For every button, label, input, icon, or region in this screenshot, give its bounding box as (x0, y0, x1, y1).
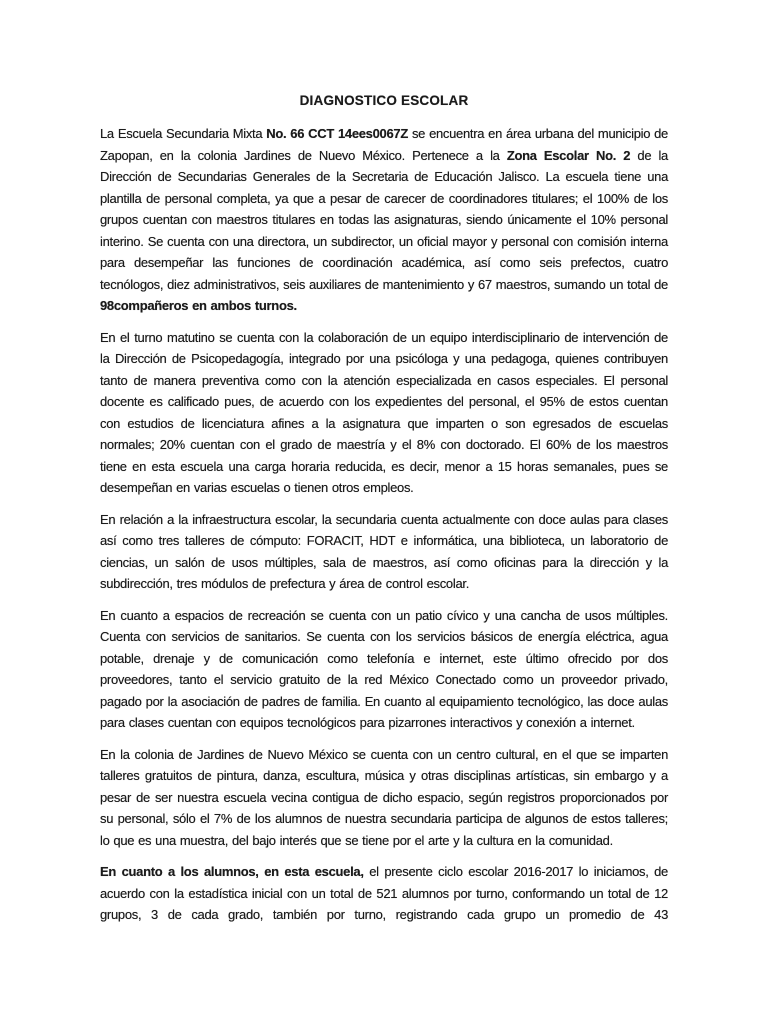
bold-text-run: No. 66 CCT 14ees0067Z (266, 126, 408, 141)
text-run: La Escuela Secundaria Mixta (100, 126, 267, 141)
document-body (100, 123, 668, 926)
bold-text-run: Zona Escolar No. 2 (506, 147, 631, 163)
text-run: de la Dirección de Secundarias Generales de la Secretaria de Educación Jalisco. La escuela tiene una plantilla de personal completa, ya que a pesar de carecer de coordinadores titulares; el 100% de los grupos cuentan con maestros titulares en todas las asignaturas, siendo únicamente el 10% personal interino. Se cuenta con una directora, un subdirector, un oficial mayor y personal con comisión interna para desempeñar las funciones de coordinación académica, así como seis prefectos, cuatro tecnólogos, diez administrativos, seis auxiliares de mantenimiento y 67 maestros, sumando un total de (100, 147, 668, 292)
paragraph (100, 509, 668, 595)
text-run: En la colonia de Jardines de Nuevo México se cuenta con un centro cultural, en el que se imparten talleres gratuitos de pintura, danza, escultura, música y otras disciplinas artísticas, sin embargo y a pesar de ser nuestra escuela vecina contigua de dicho espacio, según registros proporcionados por su personal, sólo el 7% de los alumnos de nuestra secundaria participa de algunos de estos talleres; lo que es una muestra, del bajo interés que se tiene por el arte y la cultura en la comunidad. (100, 746, 668, 848)
bold-text-run: En cuanto a los alumnos, en esta escuela, (100, 864, 364, 879)
paragraph (100, 861, 668, 926)
text-run: el presente ciclo escolar 2016-2017 lo iniciamos, de acuerdo con la estadística inicial con un total de 521 alumnos por turno, conformando un total de 12 grupos, 3 de cada grado, también por turno, registrando cada grupo un promedio de 43 (100, 864, 668, 922)
paragraph (100, 605, 668, 734)
text-run: se encuentra en área urbana del municipio de Zapopan, en la colonia Jardines de Nuevo México. Pertenece a la (100, 126, 668, 163)
paragraph (100, 327, 668, 499)
bold-text-run: 98compañeros en ambos turnos. (100, 298, 297, 313)
document-title: DIAGNOSTICO ESCOLAR (299, 93, 469, 108)
text-run: En cuanto a espacios de recreación se cuenta con un patio cívico y una cancha de usos múltiples. Cuenta con servicios de sanitarios. Se cuenta con los servicios básicos de energía eléctrica, agua potable, drenaje y de comunicación como telefonía e internet, este último ofrecido por dos proveedores, tanto el servicio gratuito de la red México Conectado como un proveedor privado, pagado por la asociación de padres de familia. En cuanto al equipamiento tecnológico, las doce aulas para clases cuentan con equipos tecnológicos para pizarrones interactivos y conexión a internet. (100, 607, 668, 730)
paragraph (100, 744, 668, 852)
text-run: En el turno matutino se cuenta con la colaboración de un equipo interdisciplinario de intervención de la Dirección de Psicopedagogía, integrado por una psicóloga y una pedagoga, quienes contribuyen tanto de manera preventiva como con la atención especializada en casos especiales. El personal docente es calificado pues, de acuerdo con los expedientes del personal, el 95% de estos cuentan con estudios de licenciatura afines a la asignatura que imparten o son egresados de escuelas normales; 20% cuentan con el grado de maestría y el 8% con doctorado. El 60% de los maestros tiene en esta escuela una carga horaria reducida, es decir, menor a 15 horas semanales, pues se desempeñan en varias escuelas o tienen otros empleos. (100, 329, 668, 495)
text-run: En relación a la infraestructura escolar, la secundaria cuenta actualmente con doce aulas para clases así como tres talleres de cómputo: FORACIT, HDT e informática, una biblioteca, un laboratorio de ciencias, un salón de usos múltiples, sala de maestros, así como oficinas para la dirección y la subdirección, tres módulos de prefectura y área de control escolar. (100, 511, 668, 591)
paragraph (100, 123, 668, 317)
